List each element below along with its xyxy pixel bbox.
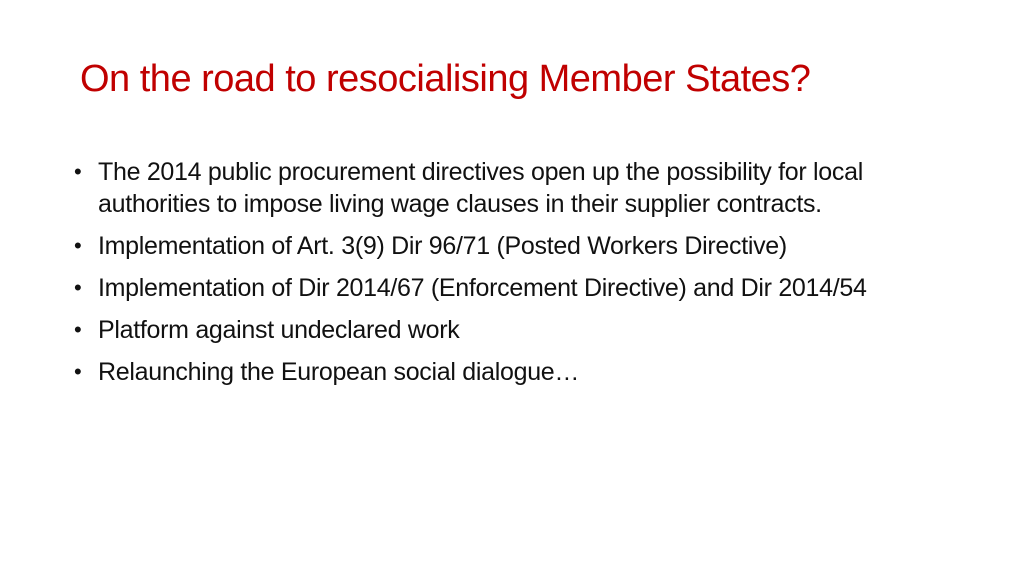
bullet-item: [74, 230, 934, 262]
bullet-marker: •: [74, 275, 82, 300]
bullet-marker: •: [74, 359, 82, 384]
bullet-list: [74, 156, 934, 398]
slide-title: On the road to resocialising Member States?: [80, 58, 811, 100]
bullet-item: [74, 156, 934, 220]
bullet-marker: •: [74, 159, 82, 184]
bullet-item: [74, 356, 934, 388]
bullet-marker: •: [74, 233, 82, 258]
bullet-marker: •: [74, 317, 82, 342]
bullet-text: Implementation of Art. 3(9) Dir 96/71 (Posted Workers Directive): [98, 232, 787, 260]
bullet-text: Platform against undeclared work: [98, 316, 460, 344]
bullet-text: The 2014 public procurement directives open up the possibility for local authorities to impose living wage clauses in their supplier contracts.: [98, 158, 863, 218]
bullet-text: Implementation of Dir 2014/67 (Enforcement Directive) and Dir 2014/54: [98, 274, 867, 302]
bullet-text: Relaunching the European social dialogue…: [98, 358, 580, 386]
bullet-item: [74, 272, 934, 304]
bullet-item: [74, 314, 934, 346]
